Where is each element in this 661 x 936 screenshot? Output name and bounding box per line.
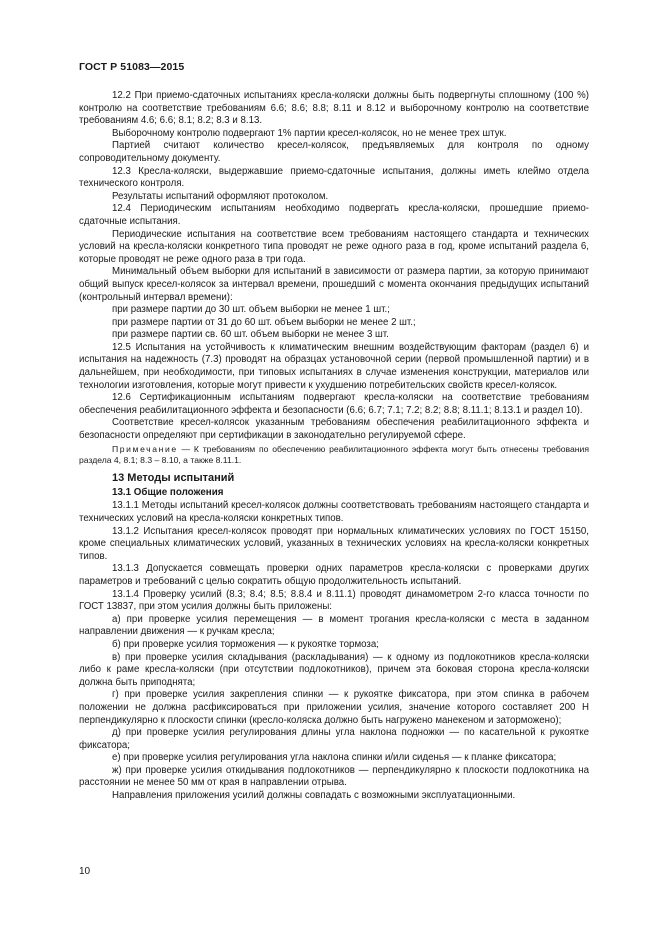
paragraph-protocol: Результаты испытаний оформляют протоколом.: [112, 190, 329, 202]
page-number: 10: [79, 866, 91, 877]
list-item-batch-30: при размере партии до 30 шт. объем выборки не менее 1 шт.;: [112, 304, 390, 316]
list-item-e: е) при проверке усилия регулирования угла наклона спинки и/или сиденья — к планке фиксатора;: [112, 752, 557, 764]
list-item-zh: ж) при проверке усилия откидывания подлокотников — перпендикулярно к плоскости подлокотника на расстоянии не менее 50 мм от края в направлении отрыва.: [79, 764, 589, 789]
paragraph-12-4: 12.4 Периодическим испытаниям необходимо подвергать кресла-коляски, прошедшие приемо-сдаточные испытания.: [79, 203, 589, 227]
paragraph-force-directions: Направления приложения усилий должны совпадать с возможными эксплуатационными.: [112, 790, 516, 802]
paragraph-min-sample: Минимальный объем выборки для испытаний в зависимости от размера партии, за которую принимают общий выпуск кресел-колясок за интервал времени, прошедший с момента окончания предыдущих испытаний (контрольный интервал времени):: [79, 266, 589, 303]
paragraph-batch-definition: Партией считают количество кресел-колясок, предъявляемых для контроля по одному сопроводительному документу.: [79, 140, 589, 164]
paragraph-12-3: 12.3 Кресла-коляски, выдержавшие приемо-сдаточные испытания, должны иметь клеймо отдела технического контроля.: [79, 165, 589, 190]
list-item-batch-60: при размере партии св. 60 шт. объем выборки не менее 3 шт.: [112, 329, 389, 341]
paragraph-certification: Соответствие кресел-колясок указанным требованиям обеспечения реабилитационного эффекта и безопасности определяют при сертификации в законодательно регулируемой сфере.: [79, 417, 589, 442]
paragraph-12-6: 12.6 Сертификационным испытаниям подвергают кресла-коляски на соответствие требованиям обеспечения реабилитационного эффекта и безопасности (6.6; 6.7; 7.1; 7.2; 8.2; 8.8; 8.11.1; 8.13.1 и раздел 10).: [79, 392, 589, 416]
paragraph-12-5: 12.5 Испытания на устойчивость к климатическим внешним воздействующим факторам (раздел 6) и испытания на надежность (7.3) проводят на образцах установочной серии (первой промышленной партии) и в дальнейшем, при необходимости, при типовых испытаниях в случае изменения конструкции, материалов или технологии изготовления, которые могут привести к ухудшению потребительских свойств кресел-колясок.: [79, 341, 589, 391]
list-item-g: г) при проверке усилия закрепления спинки — к рукоятке фиксатора, при этом спинка в рабочем положении не должна расфиксироваться при приложении усилия, значение которого составляет 200 Н перпендикулярно к плоскости спинки (кресло-коляска должно быть нагружено манекеном и заторможено);: [79, 689, 589, 726]
paragraph-13-1-1: 13.1.1 Методы испытаний кресел-колясок должны соответствовать требованиям настоящего стандарта и технических условий на кресла-коляски конкретных типов.: [79, 500, 589, 524]
paragraph-sample-control: Выборочному контролю подвергают 1% партии кресел-колясок, но не менее трех штук.: [112, 127, 507, 139]
paragraph-13-1-3: 13.1.3 Допускается совмещать проверки одних параметров кресла-коляски с проверками других параметров и требований с целью сократить общую продолжительность испытаний.: [79, 563, 589, 587]
note-label: Примечание: [112, 443, 178, 454]
list-item-d: д) при проверке усилия регулирования длины угла наклона подножки — по касательной к рукоятке фиксатора;: [79, 727, 589, 751]
paragraph-12-2: 12.2 При приемо-сдаточных испытаниях кресла-коляски должны быть подвергнуты сплошному (100 %) контролю на соответствие требованиям 6.6; 8.6; 8.8; 8.11 и 8.12 и выборочному контролю на соответствие требованиям 4.6; 6.6; 8.1; 8.2; 8.3 и 8.13.: [79, 90, 589, 127]
list-item-v: в) при проверке усилия складывания (раскладывания) — к одному из подлокотников кресла-коляски либо к раме кресла-коляски (при отсутствии подлокотников), причем эта боковая сторона кресла-коляски должна быть приподнята;: [79, 651, 589, 688]
list-item-b: б) при проверке усилия торможения — к рукоятке тормоза;: [112, 638, 379, 650]
subsection-title: 13.1 Общие положения: [112, 486, 224, 498]
list-item-batch-31-60: при размере партии от 31 до 60 шт. объем выборки не менее 2 шт.;: [112, 316, 416, 328]
section-title: 13 Методы испытаний: [112, 471, 235, 484]
paragraph-periodic-tests: Периодические испытания на соответствие всем требованиям настоящего стандарта и технических условий на кресла-коляски конкретного типа проводят не реже одного раза в год, кроме испытаний раздела 6, которые проводят не реже одного раза в три года.: [79, 228, 589, 265]
note: [79, 444, 589, 467]
paragraph-13-1-2: 13.1.2 Испытания кресел-колясок проводят при нормальных климатических условиях по ГОСТ 15150, кроме специальных климатических условий, указанных в технических условиях на кресла-коляски конкретных типов.: [79, 525, 589, 562]
note-text: — К требованиям по обеспечению реабилитационного эффекта могут быть отнесены требования раздела 4, 8.1; 8.3 – 8.10, а также 8.11.1.: [79, 443, 589, 466]
page-body: [79, 90, 589, 803]
paragraph-13-1-4: 13.1.4 Проверку усилий (8.3; 8.4; 8.5; 8.8.4 и 8.11.1) проводят динамометром 2-го класса точности по ГОСТ 13837, при этом усилия должны быть приложены:: [79, 588, 589, 613]
list-item-a: а) при проверке усилия перемещения — в момент трогания кресла-коляски с места в заданном направлении движения — к ручкам кресла;: [79, 613, 589, 638]
document-header: ГОСТ Р 51083—2015: [79, 61, 185, 73]
